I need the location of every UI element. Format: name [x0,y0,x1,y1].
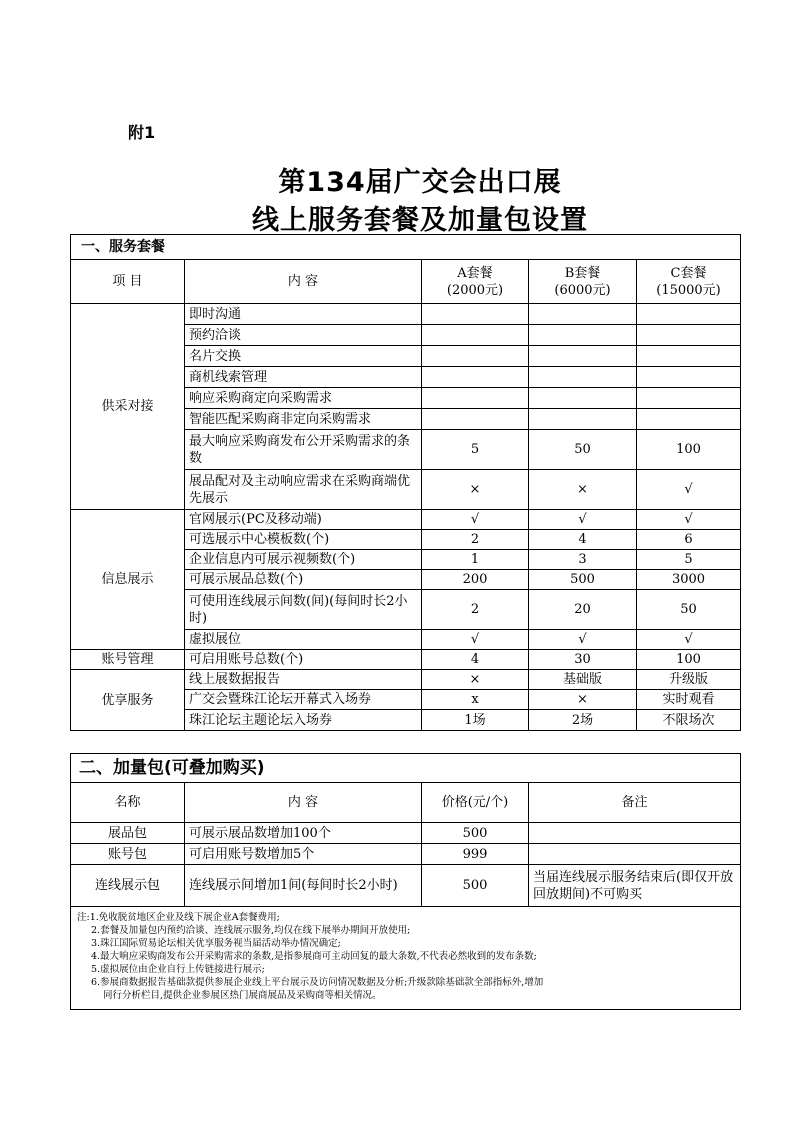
addon-price: 500 [422,823,529,844]
cell-a [422,304,529,325]
cell-b: 4 [529,530,637,550]
header-package-a: A套餐 (2000元) [422,260,529,304]
attachment-label: 附1 [128,123,156,142]
header-content: 内 容 [185,260,422,304]
category-premium-services: 优享服务 [71,670,185,731]
addon-remark: 当届连线展示服务结束后(即仅开放回放期间)不可购买 [529,865,741,907]
cell-c [637,304,741,325]
row-content: 珠江论坛主题论坛入场券 [185,710,422,731]
row-content: 可使用连线展示间数(间)(每间时长2小时) [185,590,422,630]
row-content: 即时沟通 [185,304,422,325]
header-package-c: C套餐 (15000元) [637,260,741,304]
category-account-management: 账号管理 [71,650,185,670]
row-content: 最大响应采购商发布公开采购需求的条数 [185,430,422,470]
cell-a [422,409,529,430]
cell-b: √ [529,510,637,530]
cell-a: 1场 [422,710,529,731]
row-content: 广交会暨珠江论坛开幕式入场券 [185,690,422,710]
addon-name: 账号包 [71,844,185,865]
cell-c: √ [637,470,741,510]
cell-b: 500 [529,570,637,590]
note-line: 注:1.免收脱贫地区企业及线下展企业A套餐费用; [77,912,280,923]
category-supply-matching: 供采对接 [71,304,185,510]
addon-name: 连线展示包 [71,865,185,907]
row-content: 可展示展品总数(个) [185,570,422,590]
cell-b: 2场 [529,710,637,731]
cell-a [422,367,529,388]
row-content: 名片交换 [185,346,422,367]
cell-c: 3000 [637,570,741,590]
row-content: 商机线索管理 [185,367,422,388]
cell-b [529,346,637,367]
row-content: 可选展示中心模板数(个) [185,530,422,550]
cell-a: 1 [422,550,529,570]
cell-a: 2 [422,530,529,550]
note-line: 同行分析栏目,提供企业参展区热门展商展品及采购商等相关情况。 [103,990,382,1001]
section1-heading: 一、服务套餐 [71,235,741,260]
addon-content: 可展示展品数增加100个 [185,823,422,844]
note-line: 3.珠江国际贸易论坛相关优享服务视当届活动举办情况确定; [91,938,341,949]
row-content: 智能匹配采购商非定向采购需求 [185,409,422,430]
section2-heading: 二、加量包(可叠加购买) [71,754,741,783]
cell-c: 升级版 [637,670,741,690]
cell-c: 5 [637,550,741,570]
cell-b: 50 [529,430,637,470]
cell-c: 100 [637,430,741,470]
notes [71,907,741,1010]
header-price: 价格(元/个) [422,783,529,823]
row-content: 官网展示(PC及移动端) [185,510,422,530]
row-content: 虚拟展位 [185,630,422,650]
cell-c: √ [637,630,741,650]
cell-a: 5 [422,430,529,470]
cell-a: 4 [422,650,529,670]
addon-price: 500 [422,865,529,907]
cell-c: 100 [637,650,741,670]
addon-content: 可启用账号数增加5个 [185,844,422,865]
note-line: 2.套餐及加量包内预约洽谈、连线展示服务,均仅在线下展举办期间开放使用; [91,925,411,936]
cell-b [529,325,637,346]
row-content: 预约洽谈 [185,325,422,346]
page-title-line2: 线上服务套餐及加量包设置 [252,205,588,236]
addon-content: 连线展示间增加1间(每间时长2小时) [185,865,422,907]
cell-a: × [422,670,529,690]
cell-c: 实时观看 [637,690,741,710]
cell-c [637,409,741,430]
row-content: 可启用账号总数(个) [185,650,422,670]
cell-a: × [422,470,529,510]
page-title-line1: 第134届广交会出口展 [278,167,562,198]
addon-table [70,753,741,1010]
addon-remark [529,823,741,844]
row-content: 线上展数据报告 [185,670,422,690]
cell-b: × [529,470,637,510]
cell-b: 20 [529,590,637,630]
cell-a [422,346,529,367]
cell-b [529,409,637,430]
category-info-display: 信息展示 [71,510,185,650]
row-content: 展品配对及主动响应需求在采购商端优先展示 [185,470,422,510]
cell-c: 6 [637,530,741,550]
cell-b: 30 [529,650,637,670]
cell-b [529,388,637,409]
cell-b: × [529,690,637,710]
header-remark: 备注 [529,783,741,823]
cell-b [529,367,637,388]
cell-b: 3 [529,550,637,570]
cell-c [637,367,741,388]
cell-a: 2 [422,590,529,630]
cell-a: √ [422,510,529,530]
cell-b [529,304,637,325]
cell-b: √ [529,630,637,650]
cell-a: 200 [422,570,529,590]
cell-c [637,346,741,367]
row-content: 企业信息内可展示视频数(个) [185,550,422,570]
cell-a: √ [422,630,529,650]
cell-b: 基础版 [529,670,637,690]
addon-name: 展品包 [71,823,185,844]
addon-price: 999 [422,844,529,865]
header-item: 项 目 [71,260,185,304]
addon-remark [529,844,741,865]
cell-a: x [422,690,529,710]
cell-c [637,388,741,409]
header-name: 名称 [71,783,185,823]
cell-c: 不限场次 [637,710,741,731]
service-table [70,234,741,731]
cell-a [422,325,529,346]
header-package-b: B套餐 (6000元) [529,260,637,304]
cell-c: √ [637,510,741,530]
cell-a [422,388,529,409]
note-line: 4.最大响应采购商发布公开采购需求的条数,是指参展商可主动回复的最大条数,不代表必然收到的发布条数; [91,951,537,962]
cell-c: 50 [637,590,741,630]
cell-c [637,325,741,346]
row-content: 响应采购商定向采购需求 [185,388,422,409]
note-line: 6.参展商数据报告基础款提供参展企业线上平台展示及访问情况数据及分析;升级款除基础款全部指标外,增加 [91,977,544,988]
note-line: 5.虚拟展位由企业自行上传链接进行展示; [91,964,265,975]
header-content: 内 容 [185,783,422,823]
